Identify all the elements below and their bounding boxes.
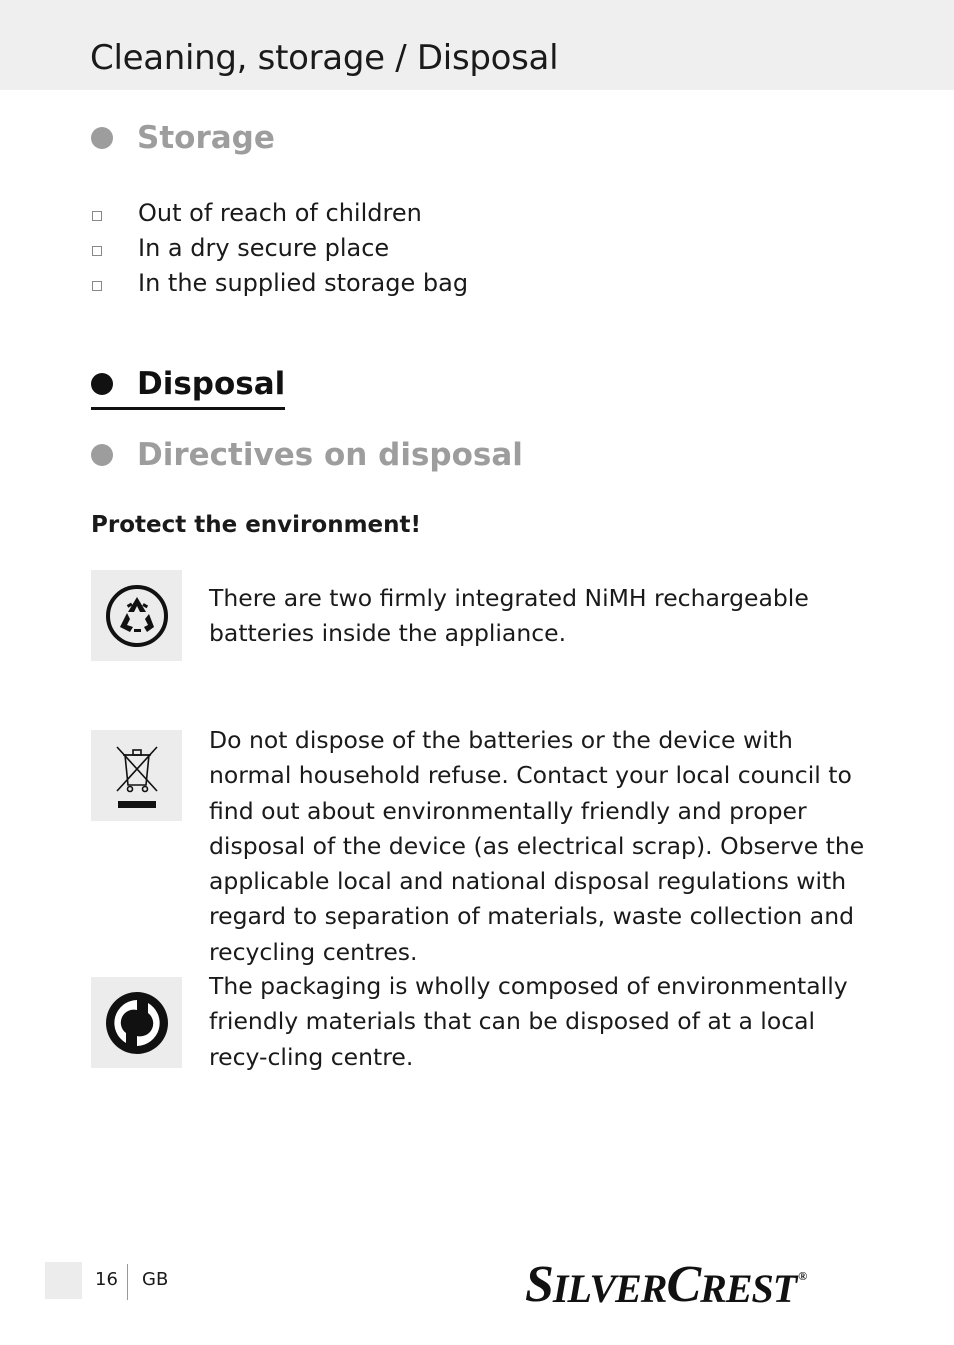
logo-letters: ILVER bbox=[552, 1266, 667, 1311]
page-title: Cleaning, storage / Disposal bbox=[90, 38, 559, 78]
list-item-text: Out of reach of children bbox=[138, 198, 422, 227]
disposal-info-text: Do not dispose of the batteries or the device with normal household refuse. Contact your local council to find out about environmentally friendly and proper disposal of the device (as electrical scrap). Observe the applicable local and national disposal regulations with regard to separation of materials, waste collection and recycling centres. bbox=[209, 726, 865, 966]
disposal-section-heading bbox=[91, 362, 285, 410]
list-item-text: In a dry secure place bbox=[138, 233, 390, 262]
square-bullet-icon bbox=[92, 246, 102, 256]
square-bullet-icon bbox=[92, 281, 102, 291]
footer-divider bbox=[127, 1264, 128, 1300]
square-bullet-icon bbox=[92, 211, 102, 221]
battery-info-text: There are two firmly integrated NiMH rechargeable batteries inside the appliance. bbox=[209, 584, 809, 648]
silvercrest-logo bbox=[525, 1255, 806, 1311]
list-item bbox=[92, 265, 468, 300]
list-item-text: In the supplied storage bag bbox=[138, 268, 469, 297]
bullet-dot-icon bbox=[91, 127, 113, 149]
logo-letter: S bbox=[525, 1256, 553, 1313]
registered-mark: ® bbox=[798, 1269, 807, 1283]
logo-letters: REST bbox=[700, 1266, 797, 1311]
list-item bbox=[92, 230, 468, 265]
list-item bbox=[92, 195, 468, 230]
storage-heading-text: Storage bbox=[137, 120, 275, 156]
storage-section-heading bbox=[91, 116, 275, 160]
protect-environment-heading: Protect the environment! bbox=[91, 512, 421, 538]
page-number: 16 bbox=[95, 1269, 118, 1290]
battery-recycling-icon bbox=[91, 570, 182, 661]
disposal-heading-text: Disposal bbox=[137, 366, 286, 402]
crossed-out-wheelie-bin-icon bbox=[91, 730, 182, 821]
logo-letter: C bbox=[666, 1256, 701, 1313]
directives-heading-text: Directives on disposal bbox=[137, 437, 523, 473]
green-dot-icon bbox=[91, 977, 182, 1068]
packaging-info-text: The packaging is wholly composed of environmentally friendly materials that can be disposed of at a local recy-cling centre. bbox=[209, 972, 848, 1071]
language-code: GB bbox=[142, 1269, 169, 1290]
bullet-dot-icon bbox=[91, 373, 113, 395]
storage-list bbox=[92, 195, 468, 300]
footer-marker bbox=[45, 1262, 82, 1299]
directives-section-heading bbox=[91, 433, 523, 477]
bullet-dot-icon bbox=[91, 444, 113, 466]
